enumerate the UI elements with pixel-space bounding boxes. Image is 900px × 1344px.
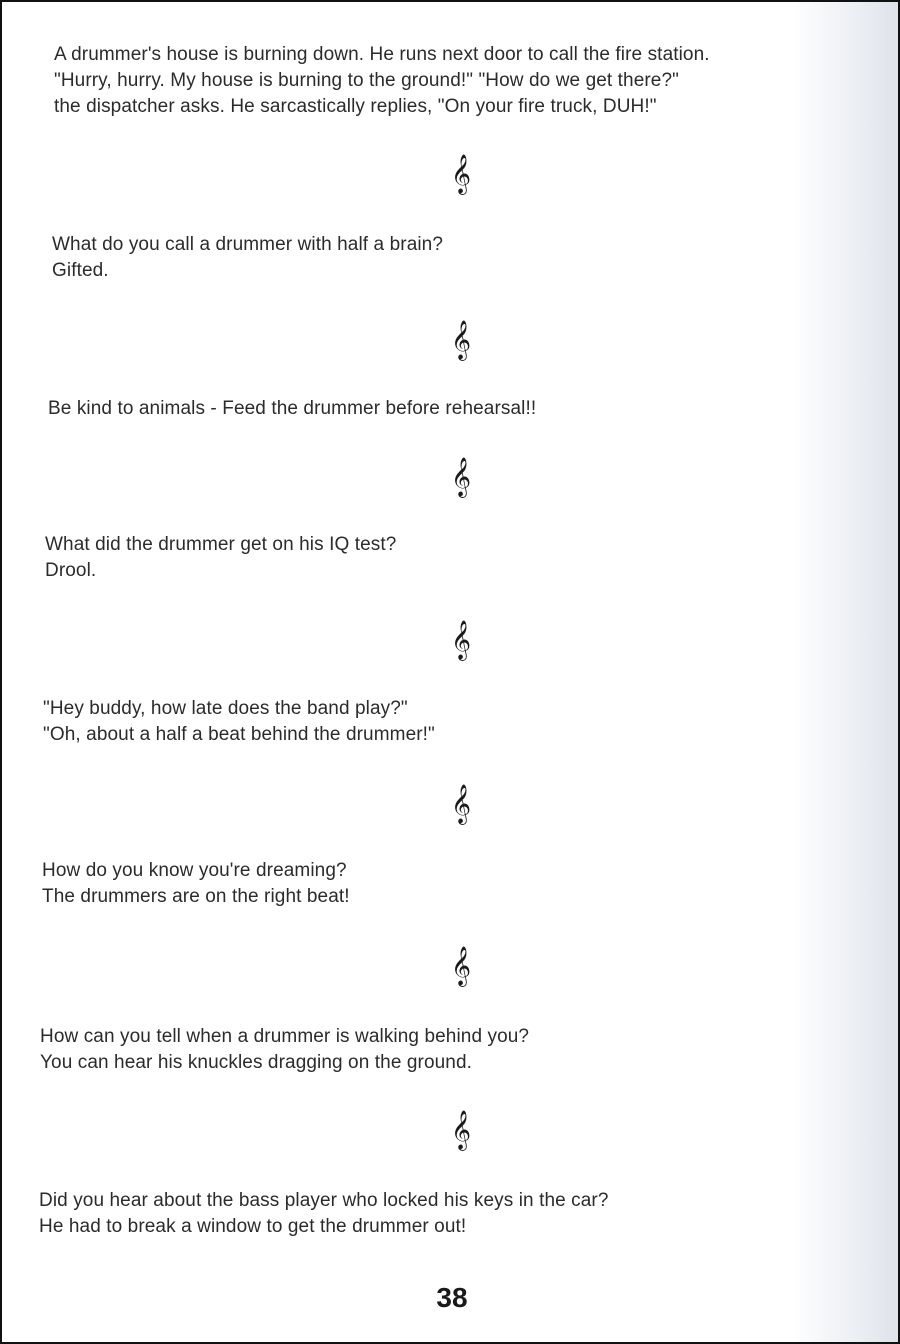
joke-line: What did the drummer get on his IQ test? [45,534,397,555]
joke-line: "Hurry, hurry. My house is burning to the ground!" "How do we get there?" [54,70,679,91]
treble-clef-icon: 𝄞 [450,320,472,360]
joke-line: A drummer's house is burning down. He runs next door to call the fire station. [54,44,710,65]
joke-6 [42,858,350,910]
joke-7 [40,1024,529,1076]
joke-line: What do you call a drummer with half a brain? [52,234,444,255]
joke-line: He had to break a window to get the drummer out! [39,1216,467,1237]
joke-5 [43,696,435,748]
treble-clef-icon: 𝄞 [450,457,472,497]
joke-2 [52,232,443,284]
joke-line: Did you hear about the bass player who locked his keys in the car? [39,1190,609,1211]
treble-clef-icon: 𝄞 [450,784,472,824]
joke-line: "Oh, about a half a beat behind the drummer!" [43,724,435,745]
joke-line: Gifted. [52,260,109,281]
joke-line: Be kind to animals - Feed the drummer before rehearsal!! [48,398,537,419]
joke-line: You can hear his knuckles dragging on the ground. [40,1052,473,1073]
joke-line: the dispatcher asks. He sarcastically replies, "On your fire truck, DUH!" [54,96,657,117]
treble-clef-icon: 𝄞 [450,1110,472,1150]
joke-line: Drool. [45,560,97,581]
treble-clef-icon: 𝄞 [450,946,472,986]
page-number: 38 [436,1282,468,1313]
joke-line: "Hey buddy, how late does the band play?" [43,698,408,719]
treble-clef-icon: 𝄞 [450,154,472,194]
joke-3 [48,396,536,422]
joke-line: How do you know you're dreaming? [42,860,347,881]
joke-line: How can you tell when a drummer is walking behind you? [40,1026,530,1047]
joke-line: The drummers are on the right beat! [42,886,350,907]
treble-clef-icon: 𝄞 [450,620,472,660]
joke-8 [39,1188,609,1240]
joke-1 [54,42,884,120]
joke-4 [45,532,396,584]
